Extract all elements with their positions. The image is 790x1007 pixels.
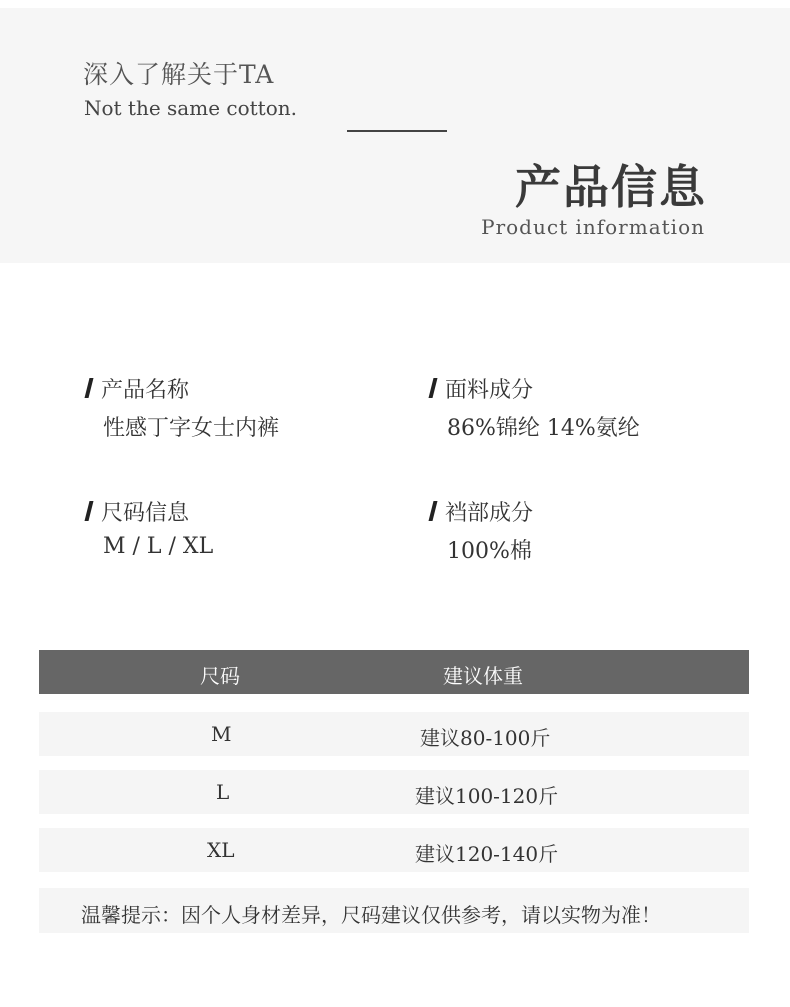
- row-weight: 建议120-140斤: [415, 842, 559, 866]
- page-title: 产品信息: [515, 160, 707, 214]
- page-title-en: Product information: [481, 215, 705, 239]
- info-value: 86%锦纶 14%氨纶: [447, 416, 640, 441]
- note-text: 温馨提示：因个人身材差异，尺码建议仅供参考，请以实物为准！: [81, 903, 661, 927]
- info-fabric: [431, 373, 640, 442]
- info-label: 面料成分: [445, 377, 534, 403]
- row-weight: 建议80-100斤: [420, 726, 551, 750]
- header-size: 尺码: [200, 664, 240, 688]
- size-table-header: [39, 650, 749, 694]
- table-row: [39, 770, 749, 814]
- slash-icon: [429, 378, 438, 398]
- row-weight: 建议100-120斤: [415, 784, 559, 808]
- table-row: [39, 712, 749, 756]
- info-product-name: [87, 373, 279, 442]
- info-label: 尺码信息: [101, 500, 190, 526]
- info-crotch: [431, 496, 533, 565]
- info-value: M / L / XL: [103, 534, 214, 559]
- note-banner: [39, 888, 749, 933]
- info-sizes: [87, 496, 213, 559]
- row-size: XL: [207, 838, 235, 862]
- row-size: L: [216, 780, 230, 804]
- slash-icon: [85, 501, 94, 521]
- table-row: [39, 828, 749, 872]
- info-label: 产品名称: [101, 377, 190, 403]
- header-divider: [347, 130, 447, 132]
- slash-icon: [85, 378, 94, 398]
- row-size: M: [211, 722, 232, 746]
- subtitle-cn: 深入了解关于TA: [83, 60, 275, 89]
- info-value: 性感丁字女士内裤: [103, 416, 280, 441]
- header-weight: 建议体重: [443, 664, 523, 688]
- header-banner: [0, 8, 790, 263]
- info-label: 裆部成分: [445, 500, 534, 526]
- slash-icon: [429, 501, 438, 521]
- subtitle-en: Not the same cotton.: [84, 96, 297, 120]
- info-value: 100%棉: [447, 539, 532, 564]
